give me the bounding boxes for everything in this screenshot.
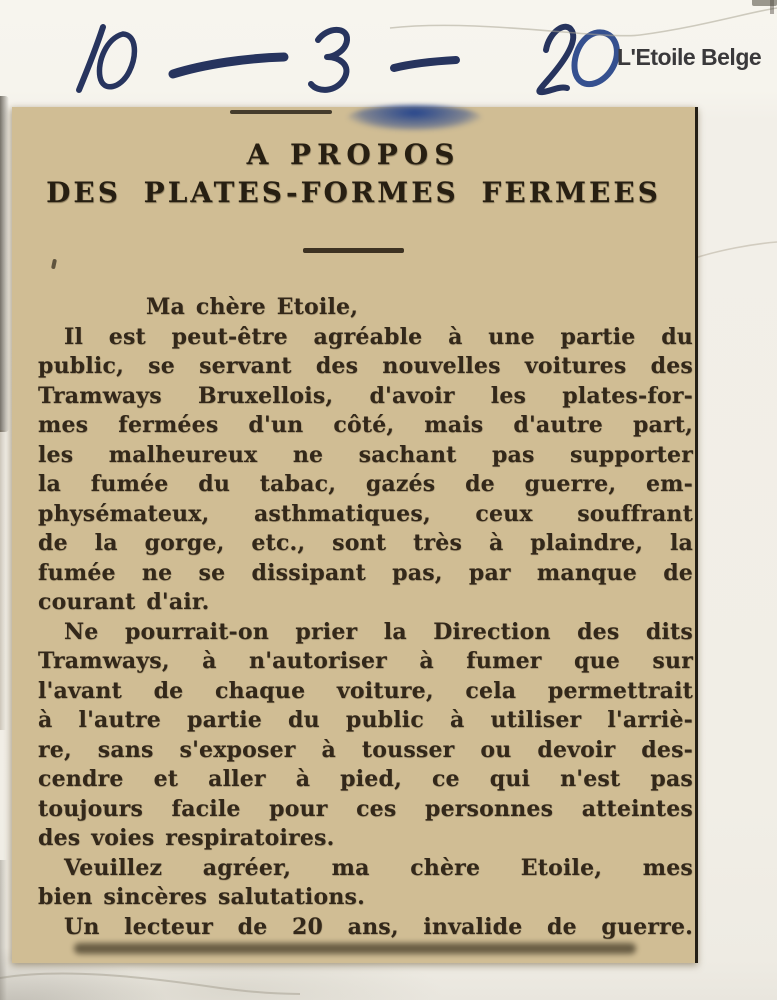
article-line: Il est peut-être agréable à une partie du — [64, 323, 693, 350]
article-line: l'avant de chaque voiture, cela permettrait — [38, 677, 693, 704]
source-label: L'Etoile Belge — [617, 44, 762, 70]
article-line: physémateux, asthmatiques, ceux souffrant — [38, 500, 693, 527]
scan-edge-shadow-upper — [0, 96, 9, 432]
newspaper-clipping — [12, 107, 698, 963]
article-line: courant d'air. — [38, 589, 210, 615]
article-line: fumée ne se dissipant pas, par manque de — [38, 559, 693, 586]
paper-crease-right — [690, 230, 777, 270]
article-line: bien sincères salutations. — [38, 884, 365, 910]
scan-edge-shadow-lower — [0, 860, 7, 1000]
headline-line-1: A PROPOS — [246, 138, 461, 171]
paragraph-closing — [38, 854, 693, 913]
paper-crease-top-right — [0, 0, 777, 70]
article-line: toujours facile pour ces personnes atteintes — [38, 795, 693, 822]
paragraph-signature — [38, 913, 693, 943]
scan-edge-shadow-middle — [0, 430, 6, 730]
paper-crease-bottom — [0, 960, 300, 1000]
article-line: mes fermées d'un côté, mais d'autre part, — [38, 412, 693, 438]
bottom-edge-smudge — [74, 943, 636, 954]
article-line: public, se servant des nouvelles voitures des — [38, 353, 693, 379]
article-line: Un lecteur de 20 ans, invalide de guerre. — [64, 913, 693, 940]
article-line: Ma chère Etoile, — [146, 294, 359, 320]
article-line: cendre et aller à pied, ce qui n'est pas — [38, 766, 693, 792]
article-line: Ne pourrait-on prier la Direction des dits — [64, 618, 693, 645]
headline-divider-rule — [303, 248, 404, 253]
article-body — [38, 293, 693, 942]
article-line: de la gorge, etc., sont très à plaindre, la — [38, 530, 693, 556]
paragraph-body-2 — [38, 618, 693, 854]
article-line: à l'autre partie du public à utiliser l'arriè- — [38, 707, 693, 733]
paragraph-body-1 — [38, 323, 693, 618]
scan-mark-top-right-tick — [770, 0, 774, 14]
article-line: Veuillez agréer, ma chère Etoile, mes — [64, 854, 693, 881]
article-line: re, sans s'exposer à tousser ou devoir des- — [38, 736, 693, 763]
article-line: Tramways Bruxellois, d'avoir les plates-for- — [38, 382, 693, 409]
article-line: les malheureux ne sachant pas supporter — [38, 441, 693, 468]
article-line: la fumée du tabac, gazés de guerre, em- — [38, 471, 693, 497]
ink-speck — [51, 259, 57, 270]
printed-rule-fragment — [230, 110, 332, 114]
paragraph-salutation — [38, 293, 693, 323]
headline-line-2: DES PLATES-FORMES FERMEES — [46, 176, 661, 209]
blue-ink-smudge — [347, 105, 482, 131]
article-headline — [12, 137, 695, 213]
article-line: des voies respiratoires. — [38, 825, 335, 851]
article-line: Tramways, à n'autoriser à fumer que sur — [38, 648, 693, 674]
